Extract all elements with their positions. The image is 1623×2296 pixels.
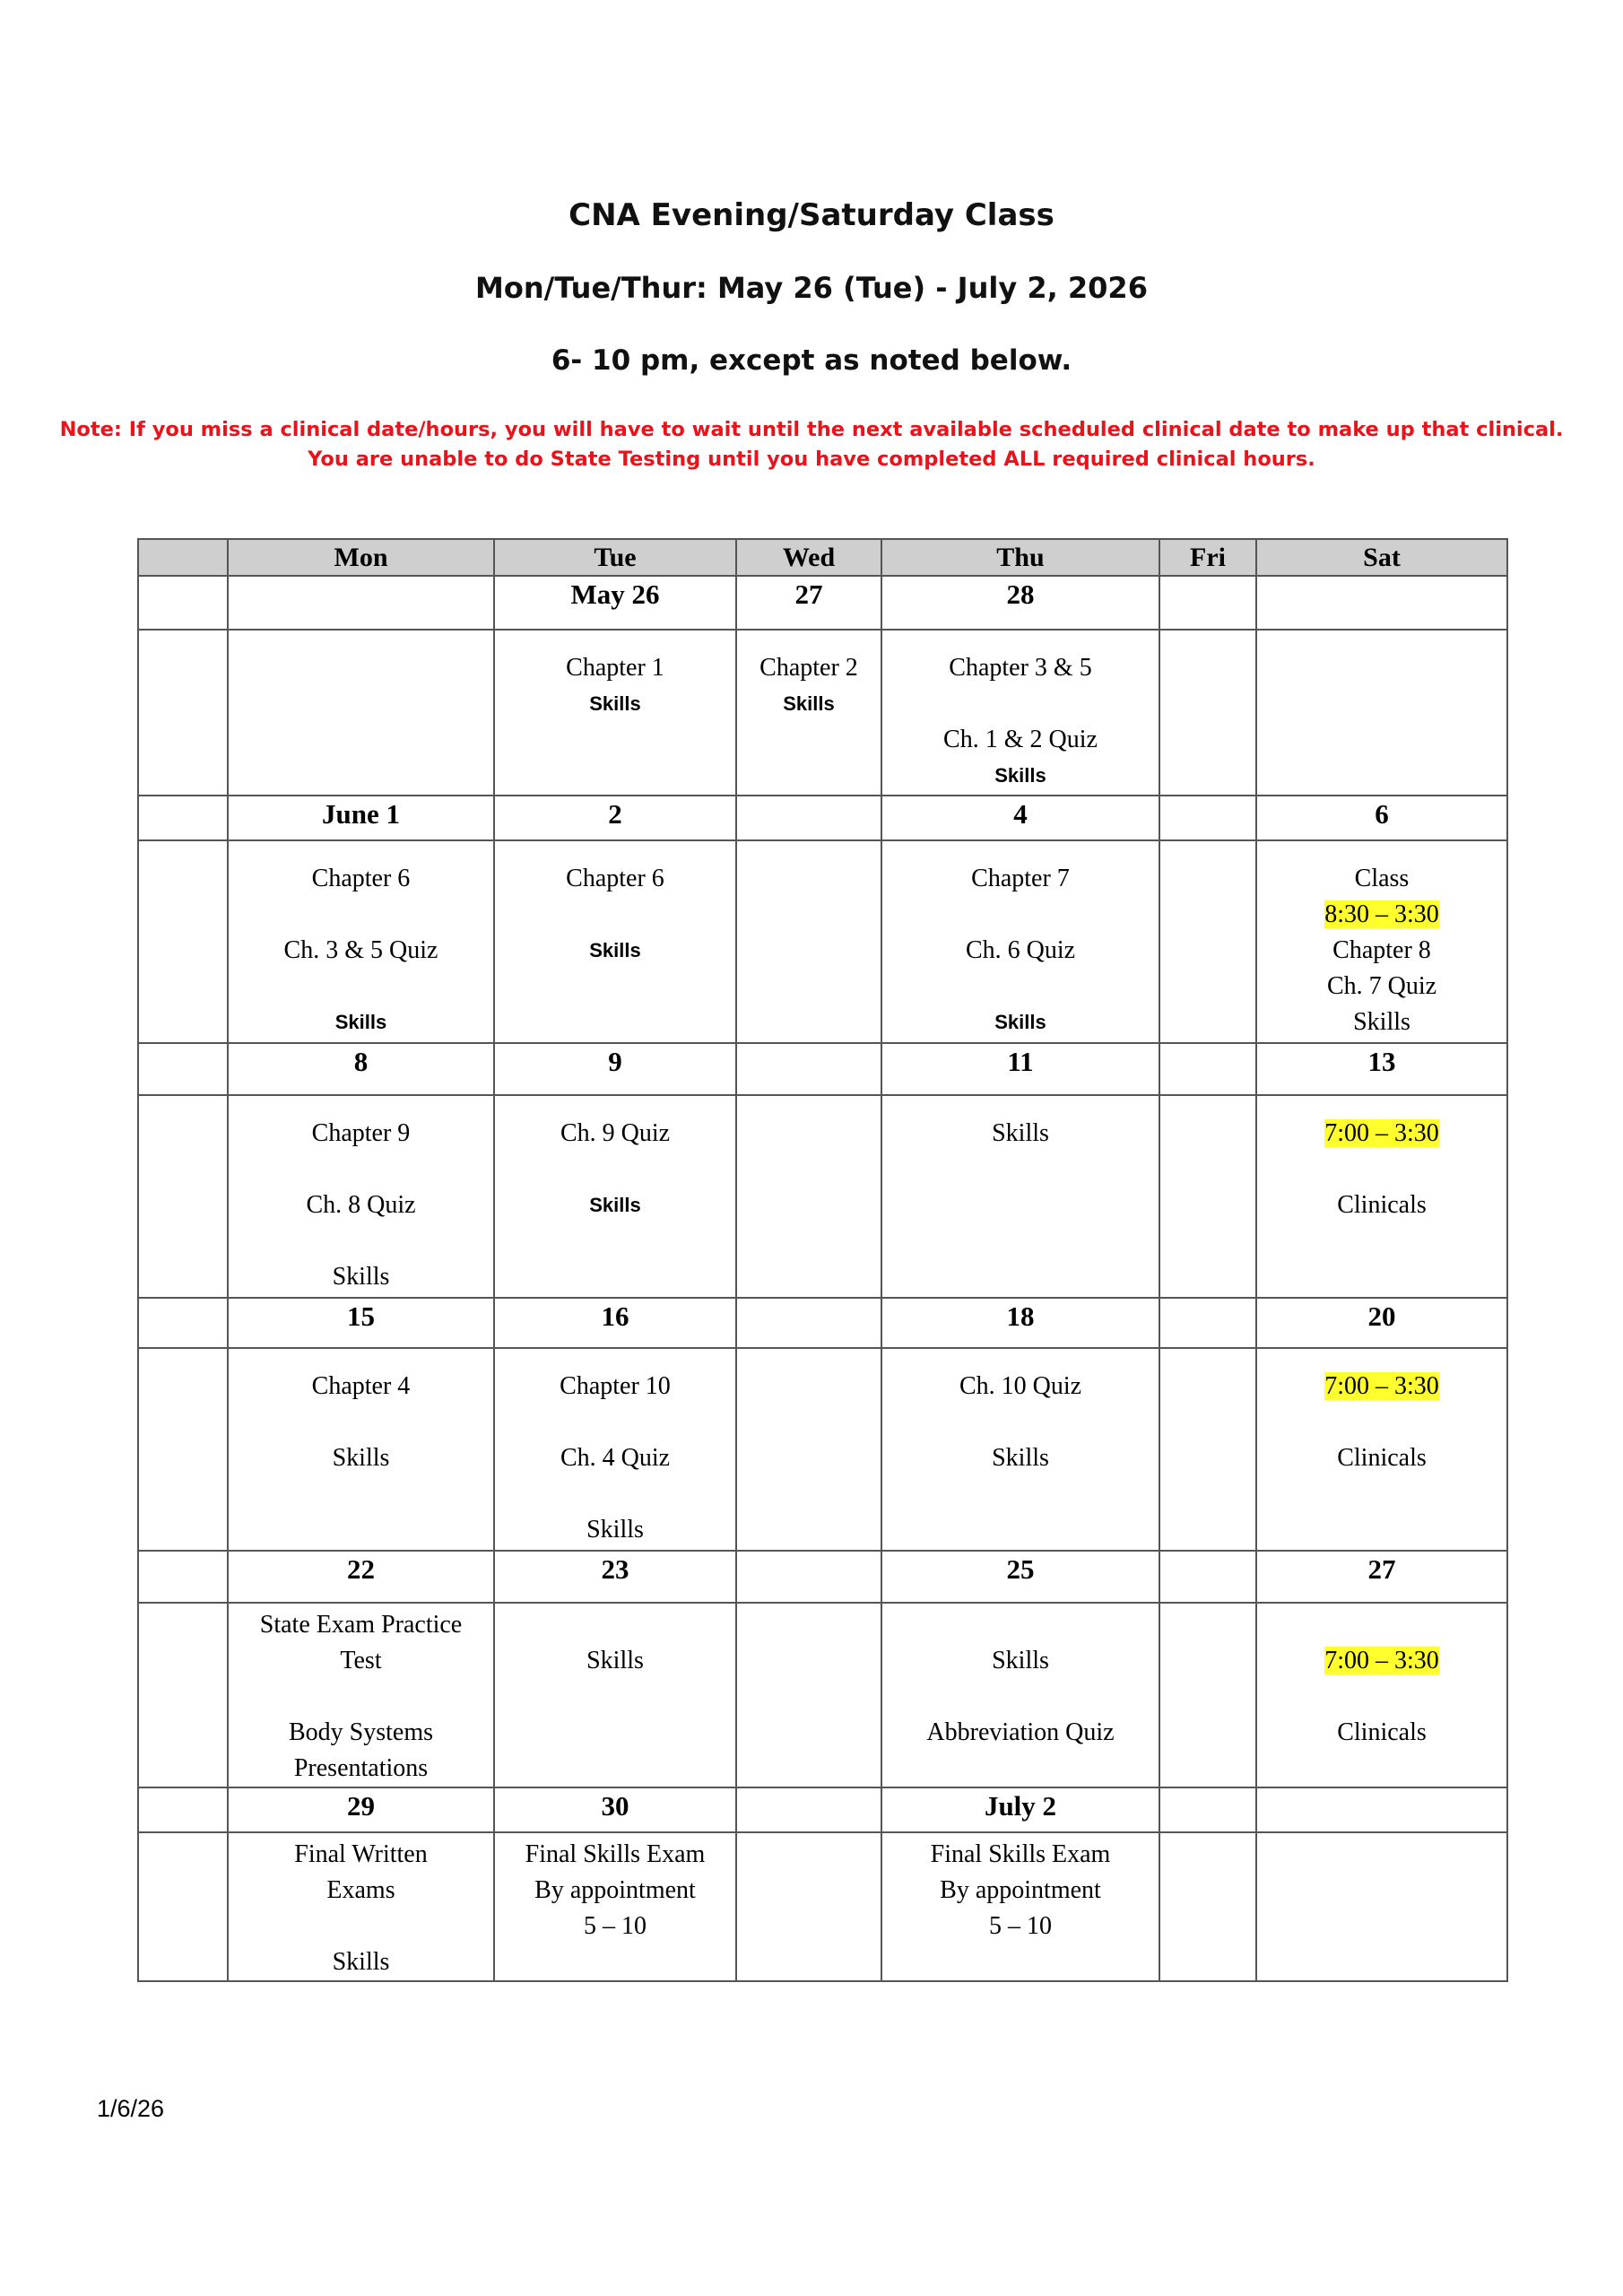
schedule-cell-mon — [228, 840, 494, 1043]
schedule-cell-mon — [228, 1832, 494, 1981]
schedule-item: Skills — [332, 1263, 390, 1291]
schedule-cell-thu — [881, 1832, 1159, 1981]
spacer — [1257, 1152, 1506, 1187]
schedule-item: Exams — [326, 1876, 395, 1904]
blank-header-cell — [138, 539, 228, 576]
page-title: CNA Evening/Saturday Class — [568, 197, 1055, 233]
class-hours: 6- 10 pm, except as noted below. — [551, 344, 1072, 377]
date-cell-thu: 25 — [881, 1551, 1159, 1603]
date-cell-sat: 27 — [1256, 1551, 1507, 1603]
week-content-row — [138, 1348, 1507, 1551]
spacer — [882, 897, 1159, 933]
schedule-item: Chapter 6 — [311, 865, 411, 892]
schedule-item: Chapter 8 — [1332, 936, 1431, 964]
schedule-item: Chapter 2 — [759, 654, 858, 682]
schedule-item: Ch. 3 & 5 Quiz — [283, 936, 438, 964]
schedule-item: By appointment — [534, 1876, 696, 1904]
schedule-cell-fri — [1159, 1832, 1256, 1981]
schedule-item: Chapter 3 & 5 — [949, 654, 1092, 682]
date-cell-tue: 16 — [494, 1298, 736, 1348]
date-cell-mon: June 1 — [228, 796, 494, 840]
schedule-table — [137, 538, 1508, 1982]
spacer — [495, 1152, 735, 1187]
revision-date: 1/6/26 — [97, 2095, 165, 2122]
schedule-cell-tue — [494, 840, 736, 1043]
schedule-item: Chapter 1 — [566, 654, 664, 682]
schedule-item: Abbreviation Quiz — [926, 1718, 1115, 1746]
schedule-item: Final Written — [294, 1840, 428, 1868]
schedule-item: Final Skills Exam — [525, 1840, 706, 1868]
schedule-item: Skills — [332, 1948, 390, 1976]
week-content-row — [138, 840, 1507, 1043]
date-cell-sat: 20 — [1256, 1298, 1507, 1348]
schedule-cell-thu — [881, 1095, 1159, 1298]
date-cell-wed — [736, 796, 881, 840]
date-cell-tue: 23 — [494, 1551, 736, 1603]
schedule-cell-fri — [1159, 840, 1256, 1043]
schedule-cell-sat — [1256, 1603, 1507, 1787]
schedule-cell-fri — [1159, 1095, 1256, 1298]
spacer — [882, 1679, 1159, 1715]
date-cell-sat — [1256, 576, 1507, 630]
schedule-item: Chapter 6 — [566, 865, 664, 892]
schedule-item: Skills — [994, 764, 1046, 787]
schedule-item: Skills — [783, 692, 835, 715]
schedule-cell-tue — [494, 630, 736, 796]
week-content-row — [138, 1095, 1507, 1298]
schedule-cell-tue — [494, 1348, 736, 1551]
spacer — [495, 1607, 735, 1643]
day-header-thu: Thu — [881, 539, 1159, 576]
date-cell-wed — [736, 1043, 881, 1095]
schedule-item: Final Skills Exam — [930, 1840, 1111, 1868]
schedule-item: Skills — [992, 1444, 1049, 1472]
schedule-item: Skills — [334, 1011, 387, 1033]
date-cell-fri — [1159, 1787, 1256, 1832]
highlighted-time: 7:00 – 3:30 — [1324, 1647, 1439, 1674]
schedule-item: Body Systems — [288, 1718, 434, 1746]
row-label-cell — [138, 1832, 228, 1981]
spacer — [882, 686, 1159, 722]
week-content-row — [138, 1603, 1507, 1787]
date-cell-tue: 2 — [494, 796, 736, 840]
schedule-item: Skills — [589, 939, 641, 961]
spacer — [495, 1405, 735, 1440]
date-cell-mon: 22 — [228, 1551, 494, 1603]
date-cell-fri — [1159, 1551, 1256, 1603]
row-label-cell — [138, 1298, 228, 1348]
day-header-tue: Tue — [494, 539, 736, 576]
spacer — [495, 1476, 735, 1512]
week-content-row — [138, 630, 1507, 796]
schedule-item: Ch. 10 Quiz — [959, 1372, 1082, 1400]
time-line — [1257, 897, 1506, 933]
date-cell-thu: July 2 — [881, 1787, 1159, 1832]
schedule-cell-thu — [881, 630, 1159, 796]
day-header-fri: Fri — [1159, 539, 1256, 576]
schedule-item: 5 – 10 — [989, 1912, 1052, 1940]
spacer — [1257, 1405, 1506, 1440]
row-label-cell — [138, 1603, 228, 1787]
schedule-item: Skills — [332, 1444, 390, 1472]
schedule-item: Ch. 9 Quiz — [560, 1119, 671, 1147]
schedule-cell-wed — [736, 1603, 881, 1787]
week-content-row — [138, 1832, 1507, 1981]
spacer — [495, 897, 735, 933]
spacer — [882, 969, 1159, 1004]
schedule-cell-fri — [1159, 1348, 1256, 1551]
date-cell-mon: 8 — [228, 1043, 494, 1095]
day-header-mon: Mon — [228, 539, 494, 576]
time-line — [1257, 1643, 1506, 1679]
row-label-cell — [138, 576, 228, 630]
schedule-item: Skills — [1353, 1008, 1410, 1036]
date-cell-sat: 6 — [1256, 796, 1507, 840]
schedule-item: Skills — [992, 1119, 1049, 1147]
schedule-cell-thu — [881, 1348, 1159, 1551]
spacer — [229, 969, 493, 1004]
schedule-cell-thu — [881, 840, 1159, 1043]
date-cell-tue: 9 — [494, 1043, 736, 1095]
schedule-cell-sat — [1256, 840, 1507, 1043]
schedule-cell-wed — [736, 630, 881, 796]
clinical-note-line-2: You are unable to do State Testing until you have completed ALL required clinical hours. — [308, 448, 1315, 471]
date-cell-thu: 28 — [881, 576, 1159, 630]
week-date-row — [138, 1298, 1507, 1348]
time-line — [1257, 1369, 1506, 1405]
schedule-item: Ch. 7 Quiz — [1326, 972, 1437, 1000]
date-cell-thu: 18 — [881, 1298, 1159, 1348]
schedule-cell-sat — [1256, 1348, 1507, 1551]
spacer — [229, 1909, 493, 1944]
date-cell-fri — [1159, 796, 1256, 840]
date-cell-mon: 15 — [228, 1298, 494, 1348]
schedule-cell-wed — [736, 840, 881, 1043]
schedule-item: State Exam Practice — [259, 1611, 463, 1639]
schedule-cell-mon — [228, 1348, 494, 1551]
week-date-row — [138, 1043, 1507, 1095]
date-cell-sat: 13 — [1256, 1043, 1507, 1095]
spacer — [229, 1679, 493, 1715]
row-label-cell — [138, 1348, 228, 1551]
schedule-cell-mon — [228, 1095, 494, 1298]
schedule-cell-tue — [494, 1603, 736, 1787]
spacer — [229, 1152, 493, 1187]
schedule-item: Test — [340, 1647, 382, 1674]
date-cell-fri — [1159, 1043, 1256, 1095]
schedule-cell-sat — [1256, 1095, 1507, 1298]
schedule-item: Chapter 7 — [971, 865, 1070, 892]
schedule-item: Ch. 1 & 2 Quiz — [943, 726, 1098, 753]
row-label-cell — [138, 630, 228, 796]
highlighted-time: 8:30 – 3:30 — [1324, 900, 1439, 928]
row-label-cell — [138, 840, 228, 1043]
row-label-cell — [138, 1095, 228, 1298]
schedule-item: Ch. 4 Quiz — [560, 1444, 671, 1472]
schedule-cell-tue — [494, 1832, 736, 1981]
spacer — [1257, 1679, 1506, 1715]
date-cell-tue: 30 — [494, 1787, 736, 1832]
schedule-cell-wed — [736, 1348, 881, 1551]
date-cell-wed — [736, 1551, 881, 1603]
schedule-item: Skills — [586, 1647, 644, 1674]
schedule-item: Ch. 8 Quiz — [306, 1191, 416, 1219]
schedule-item: Skills — [589, 1194, 641, 1216]
date-cell-wed — [736, 1787, 881, 1832]
spacer — [1257, 1607, 1506, 1643]
schedule-item: Clinicals — [1337, 1718, 1427, 1746]
schedule-item: Skills — [992, 1647, 1049, 1674]
schedule-cell-mon — [228, 630, 494, 796]
schedule-cell-sat — [1256, 1832, 1507, 1981]
spacer — [882, 1405, 1159, 1440]
date-cell-fri — [1159, 576, 1256, 630]
schedule-cell-thu — [881, 1603, 1159, 1787]
week-date-row — [138, 1787, 1507, 1832]
week-date-row — [138, 576, 1507, 630]
date-cell-fri — [1159, 1298, 1256, 1348]
date-cell-thu: 4 — [881, 796, 1159, 840]
date-cell-thu: 11 — [881, 1043, 1159, 1095]
date-cell-wed: 27 — [736, 576, 881, 630]
week-date-row — [138, 796, 1507, 840]
schedule-item: Clinicals — [1337, 1191, 1427, 1219]
schedule-cell-sat — [1256, 630, 1507, 796]
schedule-cell-mon — [228, 1603, 494, 1787]
day-header-row — [138, 539, 1507, 576]
schedule-item: Chapter 10 — [560, 1372, 671, 1400]
schedule-cell-wed — [736, 1832, 881, 1981]
date-cell-mon — [228, 576, 494, 630]
date-range: Mon/Tue/Thur: May 26 (Tue) - July 2, 2026 — [475, 271, 1148, 305]
row-label-cell — [138, 1043, 228, 1095]
schedule-cell-fri — [1159, 630, 1256, 796]
row-label-cell — [138, 1787, 228, 1832]
schedule-item: Ch. 6 Quiz — [965, 936, 1076, 964]
clinical-note-line-1: Note: If you miss a clinical date/hours, you will have to wait until the next available scheduled clinical date to make up that clinical. — [59, 418, 1564, 441]
row-label-cell — [138, 796, 228, 840]
schedule-item: Skills — [586, 1516, 644, 1544]
time-line — [1257, 1116, 1506, 1152]
spacer — [229, 897, 493, 933]
row-label-cell — [138, 1551, 228, 1603]
schedule-cell-tue — [494, 1095, 736, 1298]
schedule-cell-wed — [736, 1095, 881, 1298]
highlighted-time: 7:00 – 3:30 — [1324, 1119, 1439, 1147]
schedule-item: Presentations — [293, 1754, 429, 1782]
date-cell-wed — [736, 1298, 881, 1348]
day-header-sat: Sat — [1256, 539, 1507, 576]
date-cell-sat — [1256, 1787, 1507, 1832]
spacer — [229, 1405, 493, 1440]
schedule-cell-fri — [1159, 1603, 1256, 1787]
schedule-item: By appointment — [940, 1876, 1101, 1904]
schedule-item: Chapter 9 — [311, 1119, 411, 1147]
schedule-item: Clinicals — [1337, 1444, 1427, 1472]
date-cell-tue: May 26 — [494, 576, 736, 630]
schedule-item: Class — [1354, 865, 1410, 892]
spacer — [229, 1223, 493, 1259]
schedule-item: Chapter 4 — [311, 1372, 411, 1400]
highlighted-time: 7:00 – 3:30 — [1324, 1372, 1439, 1400]
schedule-item: 5 – 10 — [584, 1912, 647, 1940]
schedule-item: Skills — [994, 1011, 1046, 1033]
spacer — [882, 1607, 1159, 1643]
date-cell-mon: 29 — [228, 1787, 494, 1832]
week-date-row — [138, 1551, 1507, 1603]
day-header-wed: Wed — [736, 539, 881, 576]
schedule-item: Skills — [589, 692, 641, 715]
